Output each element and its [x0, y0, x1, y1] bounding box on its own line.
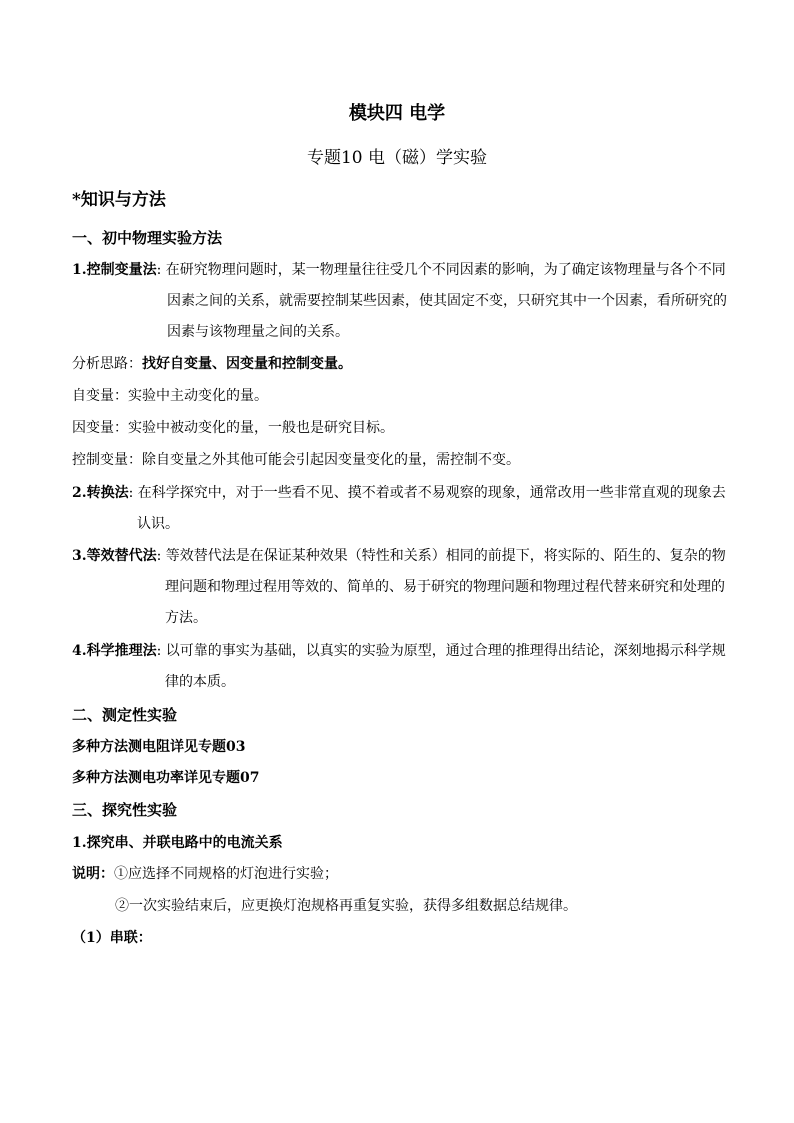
module-title: 模块四 电学: [348, 103, 446, 124]
resistance-reference: 多种方法测电阻详见专题03: [72, 739, 246, 755]
section-1-heading: 一、初中物理实验方法: [72, 229, 223, 247]
term-control-variable: 1.控制变量法: [72, 262, 157, 278]
item-equivalent: [72, 546, 726, 566]
power-reference: 多种方法测电功率详见专题07: [72, 770, 260, 786]
item-reasoning-line1: : 以可靠的事实为基础，以真实的实验为原型，通过合理的推理得出结论，深刻地揭示科学规: [156, 643, 726, 659]
item-equivalent-line2: 理问题和物理过程用等效的、简单的、易于研究的物理问题和物理过程代替来研究和处理的: [165, 579, 725, 595]
item-reasoning-line2: 律的本质。: [165, 674, 235, 690]
item-control-variable-line3: 因素与该物理量之间的关系。: [167, 324, 349, 340]
controlled-variable-line: 控制变量：除自变量之外其他可能会引起因变量变化的量，需控制不变。: [72, 452, 520, 468]
term-conversion: 2.转换法: [72, 485, 129, 501]
independent-variable-line: 自变量：实验中主动变化的量。: [72, 388, 268, 404]
item-conversion: [72, 483, 726, 503]
item-equivalent-line1: : 等效替代法是在保证某种效果（特性和关系）相同的前提下，将实际的、陌生的、复杂的物: [156, 548, 726, 564]
section-2-heading: 二、测定性实验: [72, 706, 178, 724]
item-conversion-line2: 认识。: [137, 516, 179, 532]
analysis-label: 分析思路：: [72, 356, 142, 372]
note-line-2: ②一次实验结束后，应更换灯泡规格再重复实验，获得多组数据总结规律。: [115, 898, 577, 914]
note-label: 说明：: [72, 866, 114, 882]
item-control-variable-line1: : 在研究物理问题时，某一物理量往往受几个不同因素的影响，为了确定该物理量与各个不同: [156, 262, 726, 278]
item-reasoning: [72, 641, 726, 661]
section-3-heading: 三、探究性实验: [72, 801, 178, 819]
experiment-1-heading: 1.探究串、并联电路中的电流关系: [72, 835, 283, 851]
note-1-text: ①应选择不同规格的灯泡进行实验；: [114, 866, 338, 882]
topic-title: 专题10 电（磁）学实验: [306, 148, 488, 168]
series-heading: （1）串联：: [72, 930, 152, 946]
dependent-variable-line: 因变量：实验中被动变化的量，一般也是研究目标。: [72, 420, 394, 436]
note-line-1: [72, 864, 338, 884]
term-equivalent: 3.等效替代法: [72, 548, 157, 564]
analysis-text: 找好自变量、因变量和控制变量。: [142, 356, 352, 372]
analysis-line: [72, 354, 352, 374]
item-conversion-line1: : 在科学探究中，对于一些看不见、摸不着或者不易观察的现象，通常改用一些非常直观的现象去: [128, 485, 726, 501]
item-control-variable-line2: 因素之间的关系，就需要控制某些因素，使其固定不变，只研究其中一个因素，看所研究的: [167, 293, 727, 309]
item-control-variable: [72, 260, 726, 280]
knowledge-heading: *知识与方法: [72, 190, 166, 210]
term-reasoning: 4.科学推理法: [72, 643, 157, 659]
item-equivalent-line3: 方法。: [165, 610, 207, 626]
